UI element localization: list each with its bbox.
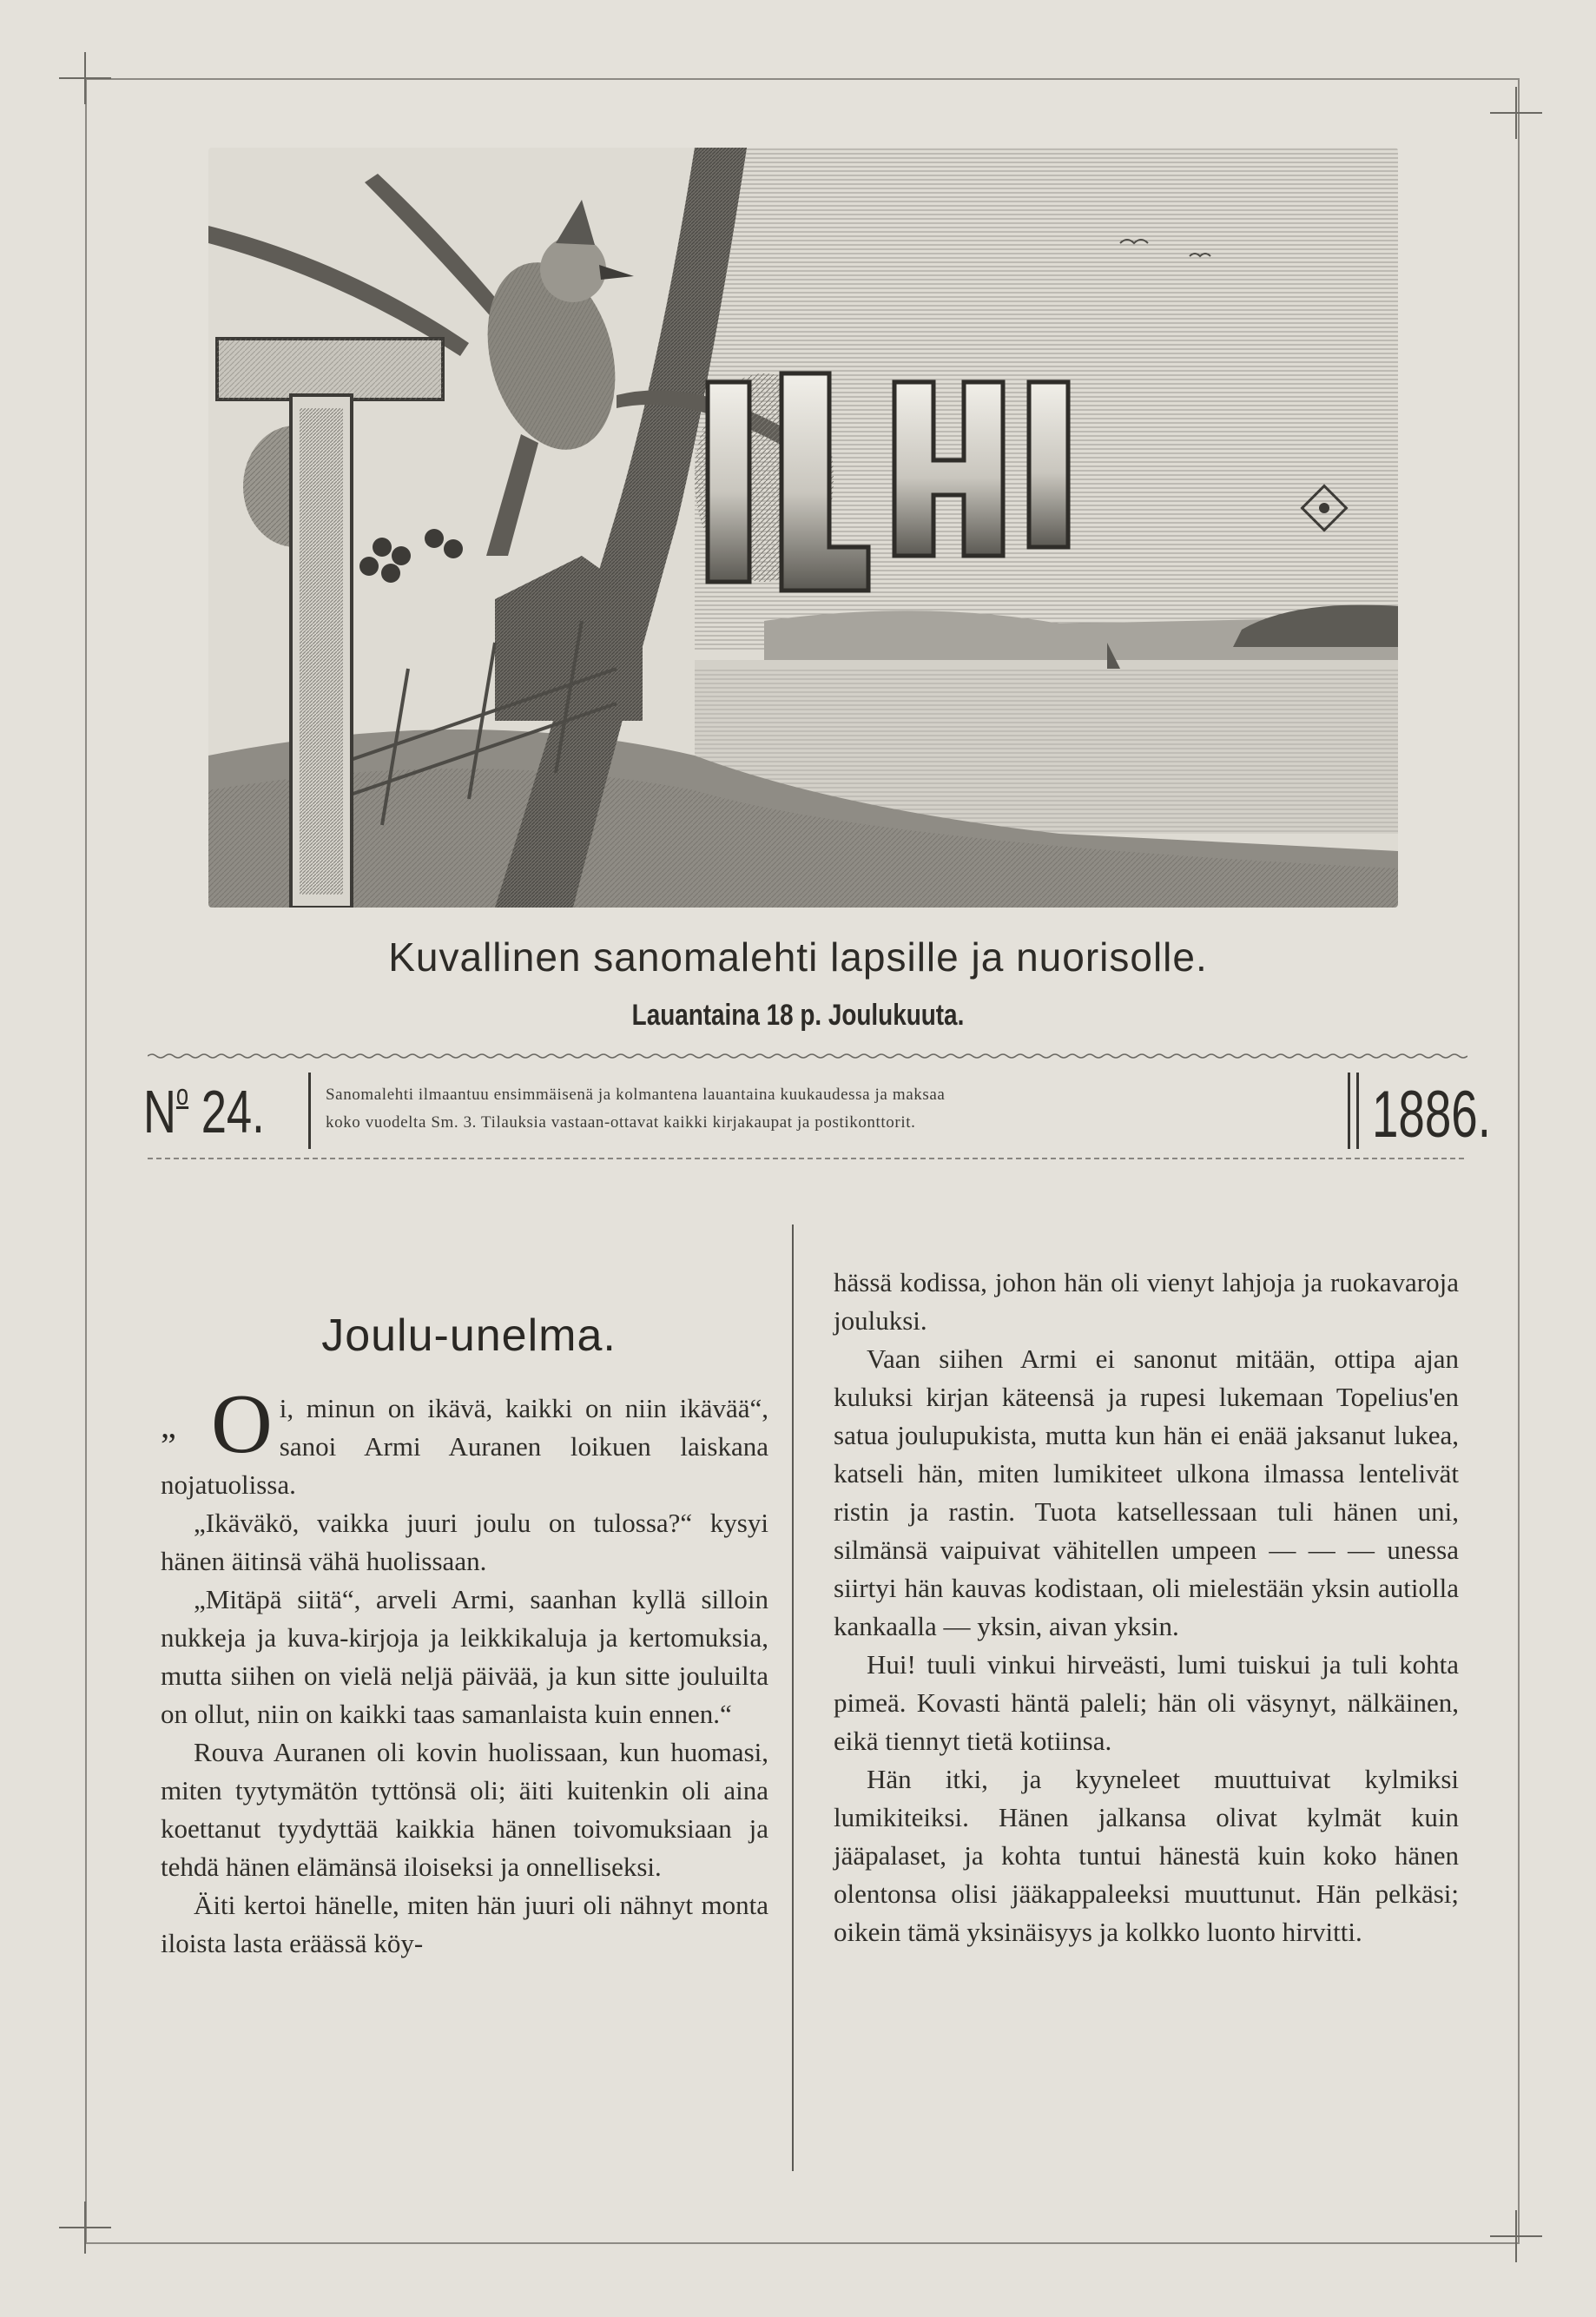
paragraph: Vaan siihen Armi ei sanonut mitään, ottipa ajan kuluksi kirjan käteensä ja rupesi lukemaan Topelius'en satua joulupukista, mutta kun hän ei enää jaksanut lukea, katseli hän, miten lumikiteet ulkona ilmassa lentelivät ristin ja rastin. Tuota katsellessaan tuli hänen uni, silmänsä vaipuivat vähitellen umpeen — — — unessa siirtyi hän kauvas kodistaan, oli mielestään yksin autiolla kankaalla — yksin, aivan yksin. xyxy=(834,1343,1459,1641)
article-column-right xyxy=(834,1264,1459,1951)
paragraph: Hän itki, ja kyyneleet muuttuivat kylmiksi lumikiteiksi. Hänen jalkansa olivat kylmät kuin jääpalaset, ja kohta tuntui hänestä kuin koko hänen olentonsa olisi jääkappaleeksi muuttunut. Hän pelkäsi; oikein tämä yksinäisyys ja kolkko luonto hirvitti. xyxy=(834,1764,1459,1947)
issue-year: 1886. xyxy=(1372,1078,1491,1152)
paragraph: „Mitäpä siitä“, arveli Armi, saanhan kyllä silloin nukkeja ja kuva-kirjoja ja leikkikaluja ja kertomuksia, mutta siihen on vielä neljä päivää, ja kun sitte jouluilta on ollut, niin on kaikki taas samanlaista kuin ennen.“ xyxy=(161,1584,768,1729)
paragraph: Hui! tuuli vinkui hirveästi, lumi tuiskui ja tuli kohta pimeä. Kovasti häntä paleli; hän oli väsynyt, nälkäinen, eikä tiennyt tietä kotiinsa. xyxy=(834,1649,1459,1756)
vertical-rule xyxy=(1356,1073,1359,1149)
issue-number-value: 24. xyxy=(201,1078,265,1145)
paragraph xyxy=(161,1377,768,1504)
masthead-engraving xyxy=(208,148,1398,908)
paragraph-text: i, minun on ikävä, kaikki on niin ikävää“, sanoi Armi Auranen loikuen laiskana nojatuolissa. xyxy=(161,1393,768,1500)
paragraph: Rouva Auranen oli kovin huolissaan, kun huomasi, miten tyytymätön tyttönsä oli; äiti kuitenkin oli aina koettanut tyydyttää kaikkia hänen toivomuksiaan ja tehdä hänen elämänsä iloiseksi ja onnelliseksi. xyxy=(161,1737,768,1882)
paragraph: Äiti kertoi hänelle, miten hän juuri oli nähnyt monta iloista lasta eräässä köy- xyxy=(161,1890,768,1958)
subscription-notice xyxy=(326,1081,1329,1137)
opening-quote: „ xyxy=(161,1406,176,1445)
issue-prefix: N xyxy=(143,1078,176,1145)
notice-line: koko vuodelta Sm. 3. Tilauksia vastaan-ottavat kaikki kirjakaupat ja postikonttorit. xyxy=(326,1113,916,1132)
paragraph: „Ikäväkö, vaikka juuri joulu on tulossa?“ kysyi hänen äitinsä vähä huolissaan. xyxy=(161,1508,768,1576)
wavy-rule-bottom xyxy=(148,1155,1467,1162)
article-column-left xyxy=(161,1377,768,1963)
wavy-rule-top xyxy=(148,1053,1467,1059)
issue-prefix-superscript: o xyxy=(175,1079,189,1112)
paragraph: hässä kodissa, johon hän oli vienyt lahjoja ja ruokavaroja jouluksi. xyxy=(834,1267,1459,1336)
vertical-rule xyxy=(1348,1073,1350,1149)
vertical-rule xyxy=(308,1073,311,1149)
registration-mark xyxy=(59,2201,111,2254)
subtitle: Kuvallinen sanomalehti lapsille ja nuorisolle. xyxy=(388,934,1208,980)
drop-cap: O xyxy=(211,1377,273,1471)
article-title: Joulu-unelma. xyxy=(321,1310,617,1361)
issue-number xyxy=(143,1077,265,1146)
notice-line: Sanomalehti ilmaantuu ensimmäisenä ja kolmantena lauantaina kuukaudessa ja maksaa xyxy=(326,1086,946,1104)
registration-mark xyxy=(1490,87,1542,139)
registration-mark xyxy=(59,52,111,104)
masthead-illustration xyxy=(208,148,1398,908)
column-divider xyxy=(792,1225,794,2171)
dateline: Lauantaina 18 p. Joulukuuta. xyxy=(631,999,965,1032)
registration-mark xyxy=(1490,2210,1542,2262)
